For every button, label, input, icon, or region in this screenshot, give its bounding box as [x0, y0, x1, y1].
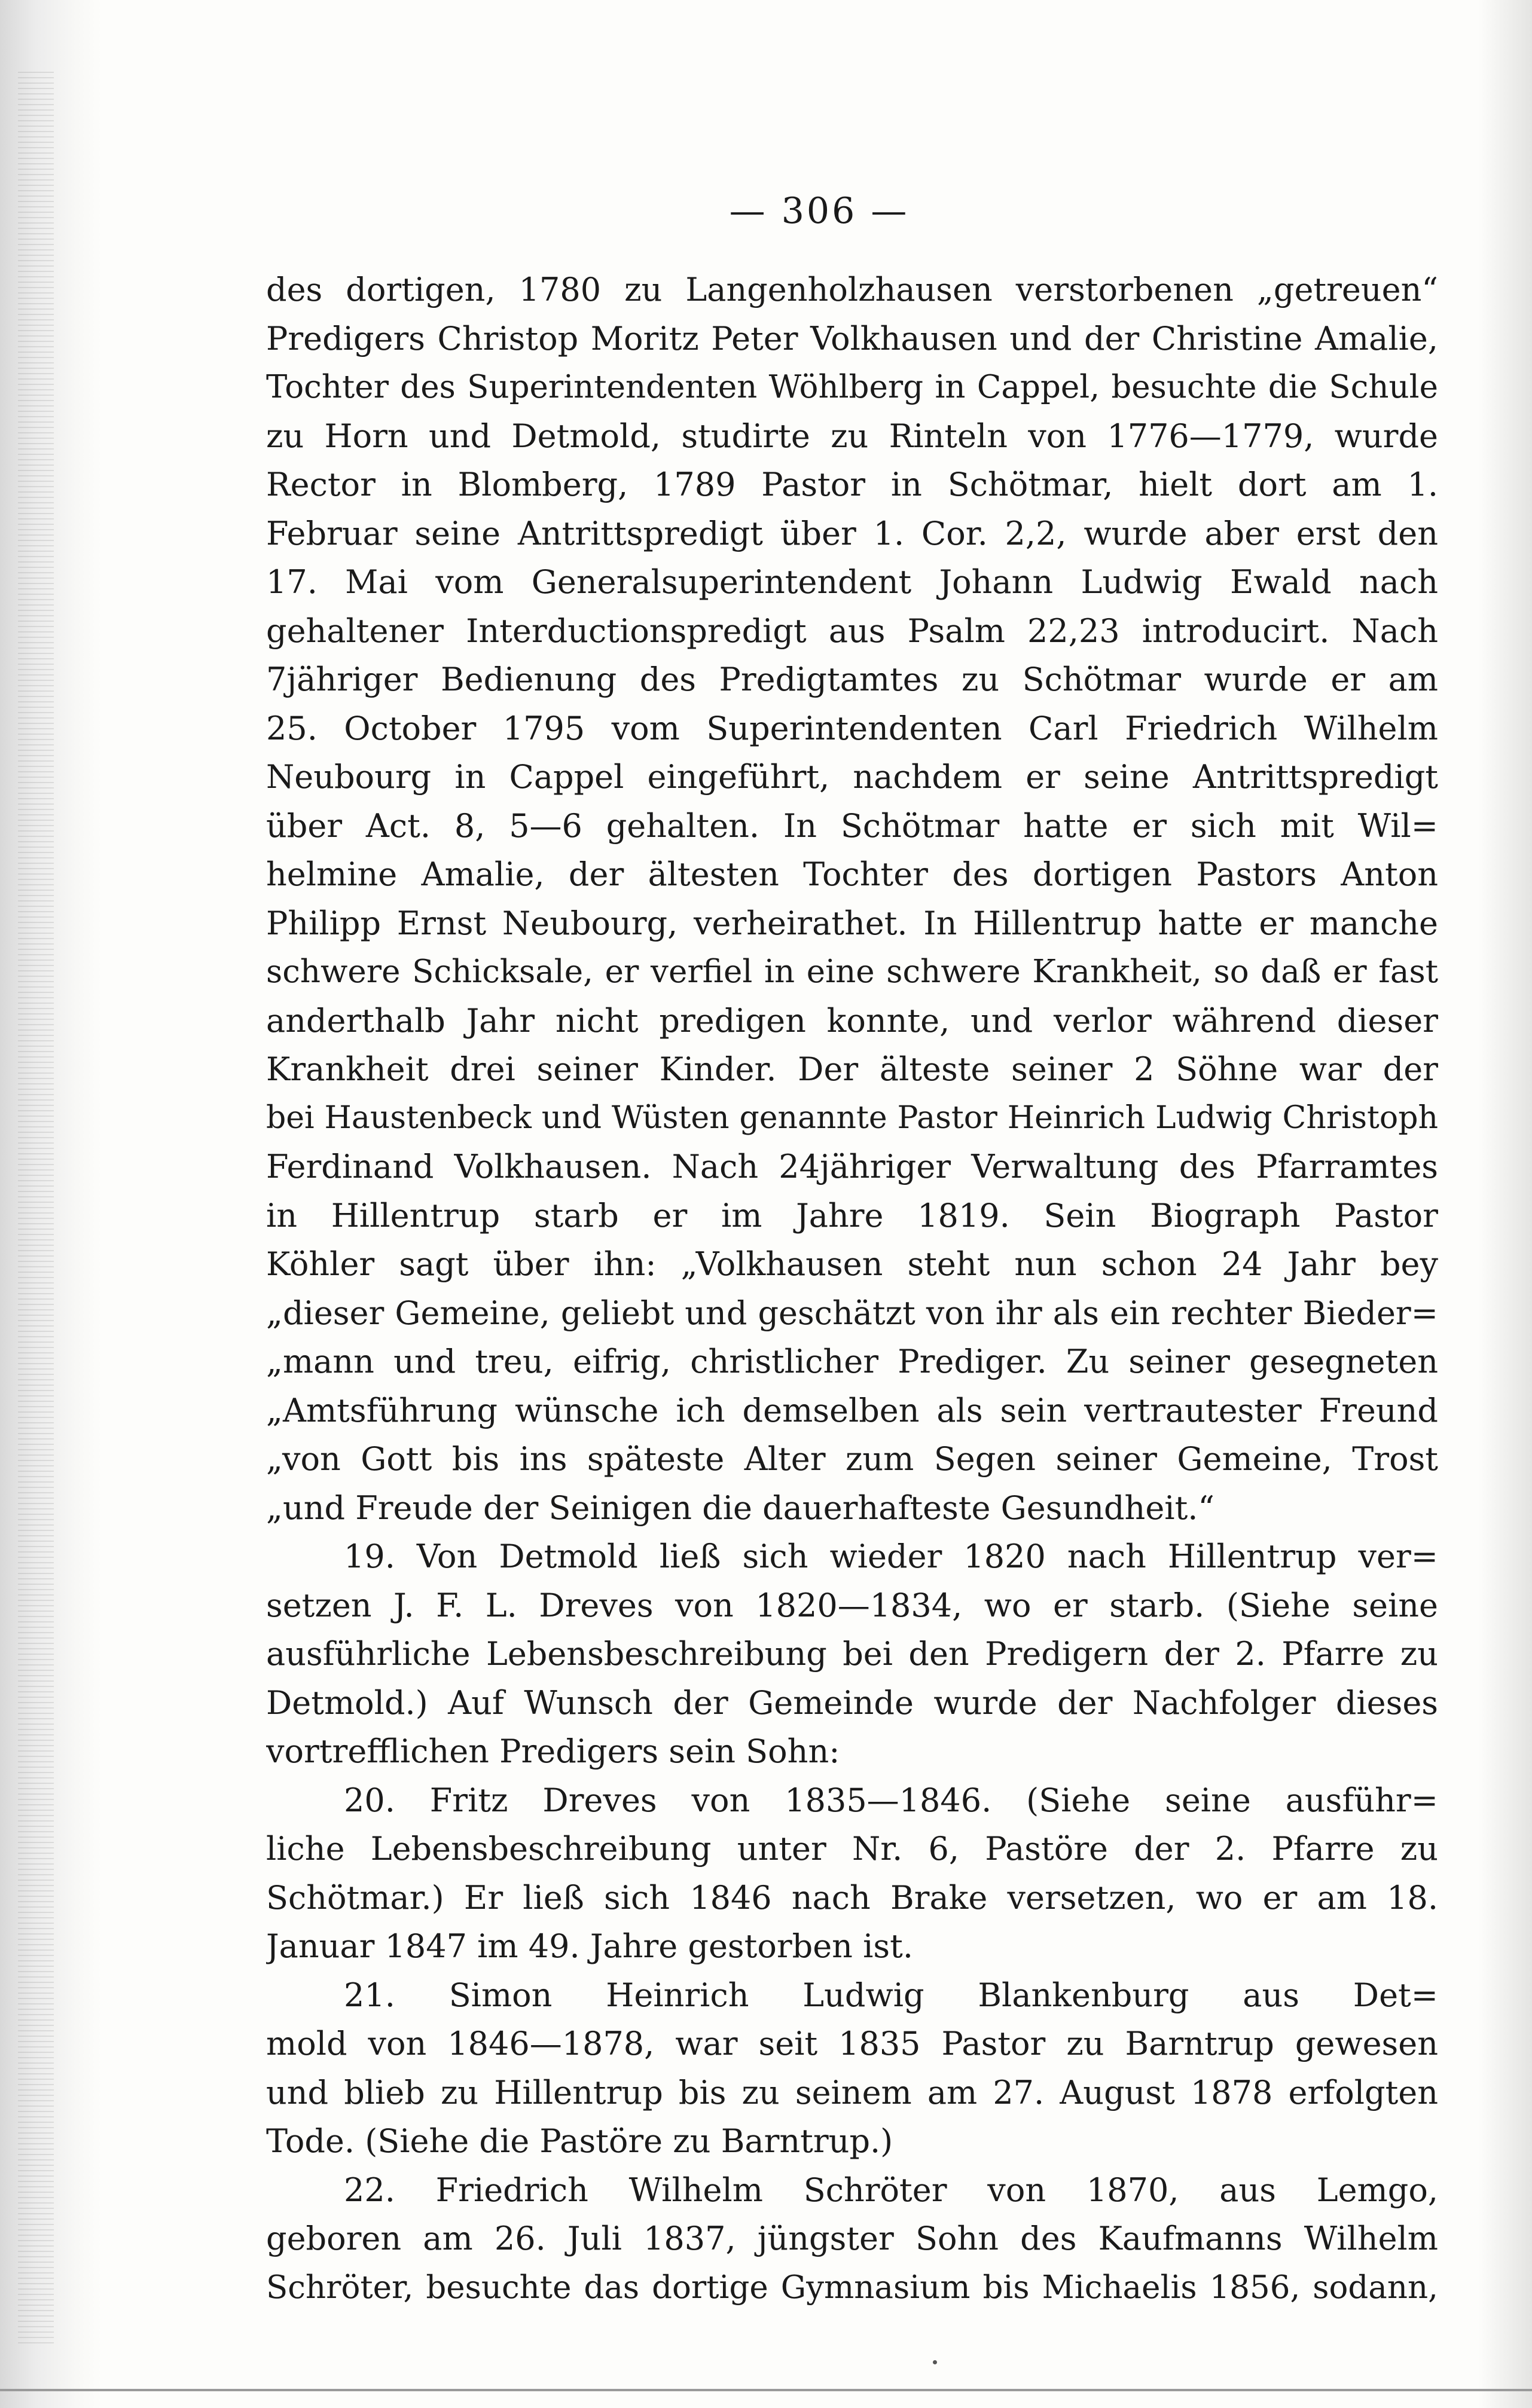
text-line: gehaltener Interductionspredigt aus Psalm 22,23 introducirt. Nach [266, 612, 1438, 650]
text-line: liche Lebensbeschreibung unter Nr. 6, Pastöre der 2. Pfarre zu [266, 1830, 1438, 1868]
text-line: Tochter des Superintendenten Wöhlberg in Cappel, besuchte die Schule [266, 369, 1438, 405]
text-line: 21. Simon Heinrich Ludwig Blankenburg aus Det= [344, 1976, 1438, 2014]
bottom-rule [0, 2389, 1532, 2391]
text-line: anderthalb Jahr nicht predigen konnte, und verlor während dieser [266, 1001, 1438, 1040]
text-line: Köhler sagt über ihn: „Volkhausen steht nun schon 24 Jahr bey [266, 1245, 1438, 1283]
text-line: „Amtsführung wünsche ich demselben als sein vertrautester Freund [266, 1391, 1438, 1429]
text-line: helmine Amalie, der ältesten Tochter des dortigen Pastors Anton [266, 855, 1438, 893]
text-line: zu Horn und Detmold, studirte zu Rinteln von 1776—1779, wurde [266, 417, 1438, 455]
page-edge-shadow [1478, 0, 1532, 2408]
text-line: schwere Schicksale, er verfiel in eine schwere Krankheit, so daß er fast [266, 954, 1438, 990]
text-line: Schröter, besuchte das dortige Gymnasium bis Michaelis 1856, sodann, [266, 2269, 1438, 2306]
text-line: Predigers Christop Moritz Peter Volkhausen und der Christine Amalie, [266, 319, 1438, 357]
text-line: 22. Friedrich Wilhelm Schröter von 1870, aus Lemgo, [344, 2171, 1438, 2209]
text-line: setzen J. F. L. Dreves von 1820—1834, wo er starb. (Siehe seine [266, 1586, 1438, 1624]
text-line: Krankheit drei seiner Kinder. Der älteste seiner 2 Söhne war der [266, 1050, 1438, 1088]
print-speck [933, 2360, 937, 2364]
text-line: geboren am 26. Juli 1837, jüngster Sohn des Kaufmanns Wilhelm [266, 2220, 1438, 2257]
text-line: Neubourg in Cappel eingeführt, nachdem er seine Antrittspredigt [266, 758, 1438, 796]
text-line: des dortigen, 1780 zu Langenholzhausen verstorbenen „getreuen“ [266, 271, 1438, 308]
spine-texture [18, 72, 54, 2343]
text-line: Ferdinand Volkhausen. Nach 24jähriger Verwaltung des Pfarramtes [266, 1148, 1438, 1185]
text-line: über Act. 8, 5—6 gehalten. In Schötmar hatte er sich mit Wil= [266, 806, 1438, 845]
text-line: ausführliche Lebensbeschreibung bei den Predigern der 2. Pfarre zu [266, 1635, 1438, 1673]
text-line: „dieser Gemeine, geliebt und geschätzt von ihr als ein rechter Bieder= [266, 1294, 1438, 1332]
text-line: „von Gott bis ins späteste Alter zum Segen seiner Gemeine, Trost [266, 1440, 1438, 1478]
text-line: „mann und treu, eifrig, christlicher Prediger. Zu seiner gesegneten [266, 1343, 1438, 1380]
text-line: vortrefflichen Predigers sein Sohn: [266, 1732, 840, 1770]
text-line: mold von 1846—1878, war seit 1835 Pastor zu Barntrup gewesen [266, 2025, 1438, 2062]
text-line: 20. Fritz Dreves von 1835—1846. (Siehe seine ausführ= [344, 1781, 1438, 1819]
text-line: Philipp Ernst Neubourg, verheirathet. In Hillentrup hatte er manche [266, 904, 1438, 942]
text-line: Schötmar.) Er ließ sich 1846 nach Brake versetzen, wo er am 18. [266, 1878, 1438, 1917]
text-line: 7jähriger Bedienung des Predigtamtes zu Schötmar wurde er am [266, 661, 1438, 698]
text-line: Januar 1847 im 49. Jahre gestorben ist. [266, 1927, 913, 1965]
text-line: „und Freude der Seinigen die dauerhafteste Gesundheit.“ [266, 1489, 1215, 1527]
text-line: Rector in Blomberg, 1789 Pastor in Schötmar, hielt dort am 1. [266, 466, 1438, 503]
text-line: 25. October 1795 vom Superintendenten Carl Friedrich Wilhelm [266, 709, 1438, 747]
text-line: 19. Von Detmold ließ sich wieder 1820 nach Hillentrup ver= [344, 1538, 1438, 1575]
page-number: — 306 — [729, 190, 910, 232]
text-line: Tode. (Siehe die Pastöre zu Barntrup.) [266, 2122, 893, 2160]
text-line: Detmold.) Auf Wunsch der Gemeinde wurde der Nachfolger dieses [266, 1683, 1438, 1722]
text-line: bei Haustenbeck und Wüsten genannte Pastor Heinrich Ludwig Christoph [266, 1099, 1438, 1136]
text-line: 17. Mai vom Generalsuperintendent Johann Ludwig Ewald nach [266, 563, 1438, 601]
text-line: und blieb zu Hillentrup bis zu seinem am 27. August 1878 erfolgten [266, 2073, 1438, 2111]
text-line: Februar seine Antrittspredigt über 1. Cor. 2,2, wurde aber erst den [266, 514, 1438, 552]
text-line: in Hillentrup starb er im Jahre 1819. Sein Biograph Pastor [266, 1196, 1438, 1234]
body-text [266, 265, 1438, 2312]
